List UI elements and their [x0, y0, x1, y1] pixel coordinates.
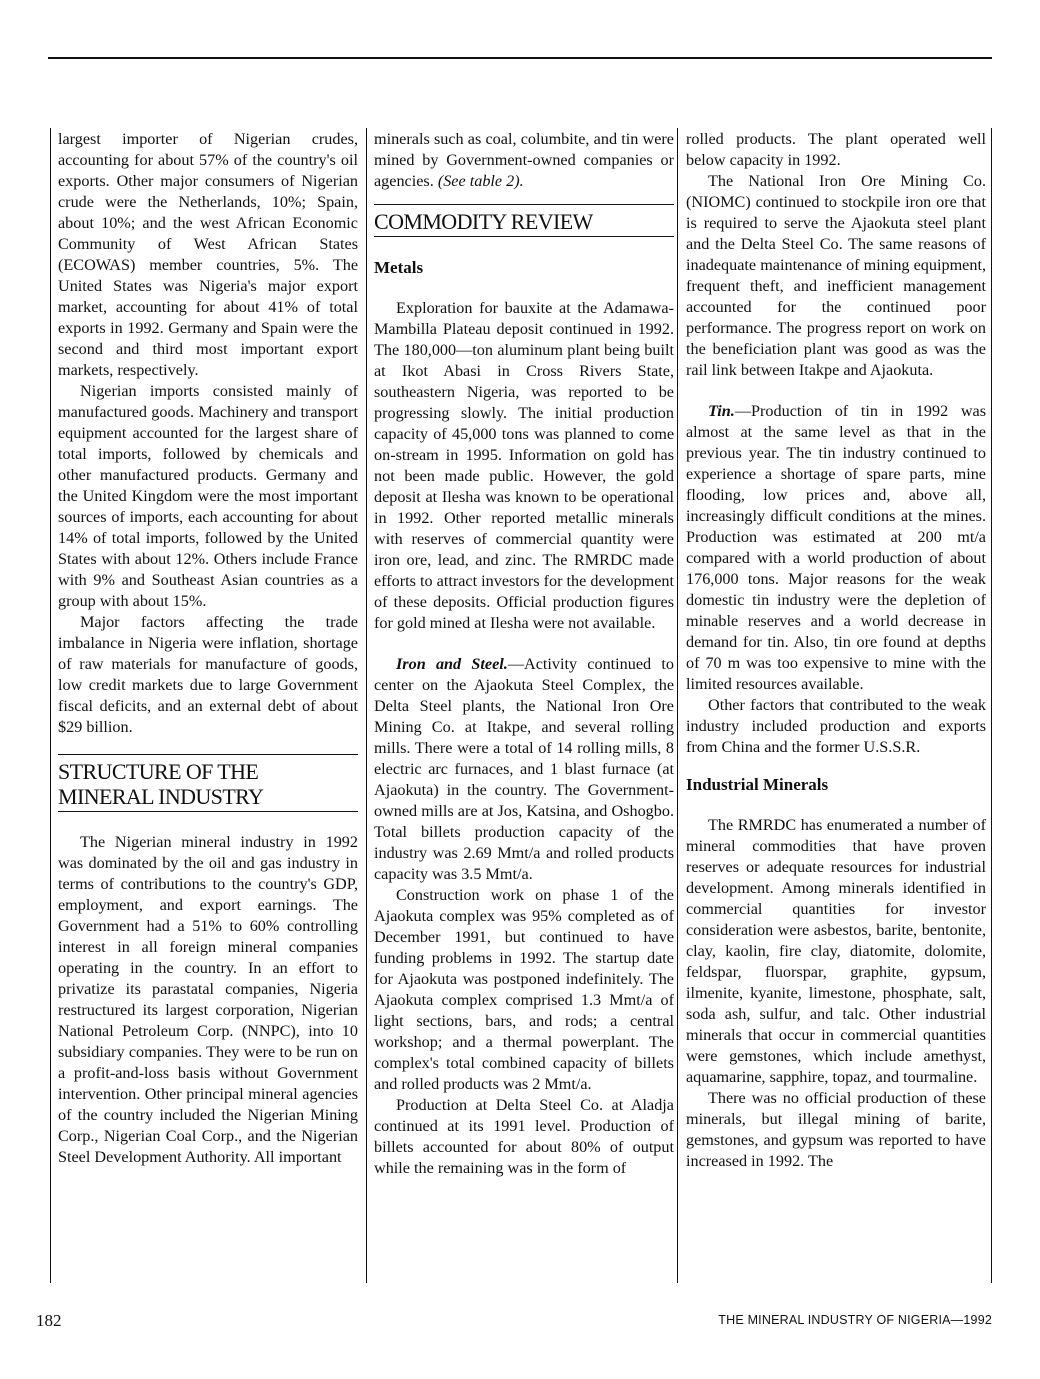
- page-number: 182: [36, 1311, 62, 1330]
- heading-line: STRUCTURE OF THE: [58, 759, 259, 784]
- runin-heading: Tin.: [708, 402, 735, 420]
- paragraph: Other factors that contributed to the weak industry included production and exports from China and the former U.S.S.R.: [686, 696, 986, 756]
- paragraph: Construction work on phase 1 of the Ajaokuta complex was 95% completed as of December 1991, but continued to have funding problems in 1992. The startup date for Ajaokuta was postponed indefinitely. The Ajaokuta complex comprised 1.3 Mmt/a of light sections, bars, and rods; a central workshop; and a thermal powerplant. The complex's total combined capacity of billets and rolled products was 2 Mmt/a.: [374, 886, 674, 1093]
- paragraph: Exploration for bauxite at the Adamawa-Mambilla Plateau deposit continued in 1992. The 180,000—ton aluminum plant being built at Ikot Abasi in Cross Rivers State, southeastern Nigeria, was reported to be progressing slowly. The initial production capacity of 45,000 tons was planned to come on-stream in 1995. Information on gold has not been made public. However, the gold deposit at Ilesha was known to be operational in 1992. Other reported metallic minerals with reserves of commercial quantity were iron ore, lead, and zinc. The RMRDC made efforts to attract investors for the development of these deposits. Official production figures for gold mined at Ilesha were not available.: [374, 299, 674, 632]
- paragraph: [374, 654, 674, 885]
- column-rule-1: [366, 128, 367, 1283]
- column-rule-right: [991, 128, 992, 1283]
- paragraph: Production at Delta Steel Co. at Aladja continued at its 1991 level. Production of billets accounted for about 80% of output while the remaining was in the form of: [374, 1096, 674, 1177]
- column-1: [58, 129, 358, 1168]
- subheading-industrial-minerals: Industrial Minerals: [686, 775, 829, 794]
- paragraph: Nigerian imports consisted mainly of manufactured goods. Machinery and transport equipment accounted for the largest share of total imports, followed by chemicals and other manufactured products. Germany and the United Kingdom were the most important sources of imports, each accounting for about 14% of total imports, followed by the United States with about 12%. Others include France with 9% and Southeast Asian countries as a group with about 15%.: [58, 382, 358, 610]
- paragraph: The National Iron Ore Mining Co. (NIOMC) continued to stockpile iron ore that is required to serve the Ajaokuta steel plant and the Delta Steel Co. The same reasons of inadequate maintenance of mining equipment, frequent theft, and inefficient management accounted for the continued poor performance. The progress report on work on the beneficiation plant was good as was the rail link between Itakpe and Ajaokuta.: [686, 172, 986, 379]
- section-heading-commodity-review: COMMODITY REVIEW: [374, 204, 674, 237]
- paragraph: There was no official production of these minerals, but illegal mining of barite, gemstones, and gypsum was reported to have increased in 1992. The: [686, 1089, 986, 1170]
- section-heading-structure: [58, 754, 358, 812]
- paragraph: Major factors affecting the trade imbalance in Nigeria were inflation, shortage of raw materials for manufacture of goods, low credit markets due to large Government fiscal deficits, and an external debt of about $29 billion.: [58, 613, 358, 736]
- paragraph: [374, 129, 674, 192]
- paragraph-text: —Activity continued to center on the Ajaokuta Steel Complex, the Delta Steel plants, the National Iron Ore Mining Co. at Itakpe, and several rolling mills. There were a total of 14 rolling mills, 8 electric arc furnaces, and 1 blast furnace (at Ajaokuta) in the country. The Government-owned mills are at Jos, Katsina, and Oshogbo. Total billets production capacity of the industry was 2.69 Mmt/a and rolled products capacity was 3.5 Mmt/a.: [374, 655, 674, 883]
- column-rule-2: [677, 128, 678, 1283]
- table-reference: (See table 2).: [437, 172, 524, 190]
- subheading-metals: Metals: [374, 258, 424, 277]
- runin-heading: Iron and Steel.: [396, 655, 508, 673]
- top-rule: [48, 57, 992, 59]
- paragraph: [686, 401, 986, 695]
- heading-line: MINERAL INDUSTRY: [58, 784, 264, 809]
- paragraph: The Nigerian mineral industry in 1992 was dominated by the oil and gas industry in terms of contributions to the country's GDP, employment, and export earnings. The Government had a 51% to 60% controlling interest in all foreign mineral companies operating in the country. In an effort to privatize its parastatal companies, Nigeria restructured its largest corporation, Nigerian National Petroleum Corp. (NNPC), into 10 subsidiary companies. They were to be run on a profit-and-loss basis without Government intervention. Other principal mineral agencies of the country included the Nigerian Mining Corp., Nigerian Coal Corp., and the Nigerian Steel Development Authority. All important: [58, 833, 358, 1166]
- running-title: THE MINERAL INDUSTRY OF NIGERIA—1992: [718, 1313, 992, 1327]
- paragraph: largest importer of Nigerian crudes, accounting for about 57% of the country's oil exports. Other major consumers of Nigerian crude were the Netherlands, 10%; Spain, about 10%; and the west African Economic Community of West African States (ECOWAS) member countries, 5%. The United States was Nigeria's major export market, accounting for about 41% of total exports in 1992. Germany and Spain were the second and third most important export markets, respectively.: [58, 130, 358, 379]
- paragraph: rolled products. The plant operated well below capacity in 1992.: [686, 130, 986, 169]
- paragraph-text: minerals such as coal, columbite, and tin were mined by Government-owned companies or agencies.: [374, 130, 674, 190]
- column-2: [374, 129, 674, 1179]
- paragraph: The RMRDC has enumerated a number of mineral commodities that have proven reserves or adequate resources for industrial development. Among minerals identified in commercial quantities for investor consideration were asbestos, barite, bentonite, clay, kaolin, fire clay, diatomite, dolomite, feldspar, fluorspar, graphite, gypsum, ilmenite, kyanite, limestone, phosphate, salt, soda ash, sulfur, and talc. Other industrial minerals that occur in commercial quantities were gemstones, which include amethyst, aquamarine, sapphire, topaz, and tourmaline.: [686, 816, 986, 1086]
- column-3: [686, 129, 986, 1172]
- column-rule-left: [50, 128, 51, 1283]
- paragraph-text: —Production of tin in 1992 was almost at the same level as that in the previous year. The tin industry continued to experience a shortage of spare parts, mine flooding, low prices and, above all, increasingly difficult conditions at the mines. Production was estimated at 200 mt/a compared with a world production of about 176,000 tons. Major reasons for the weak domestic tin industry were the depletion of minable reserves and a world decrease in demand for tin. Also, tin ore found at depths of 70 m was too expensive to mine with the limited resources available.: [686, 402, 986, 693]
